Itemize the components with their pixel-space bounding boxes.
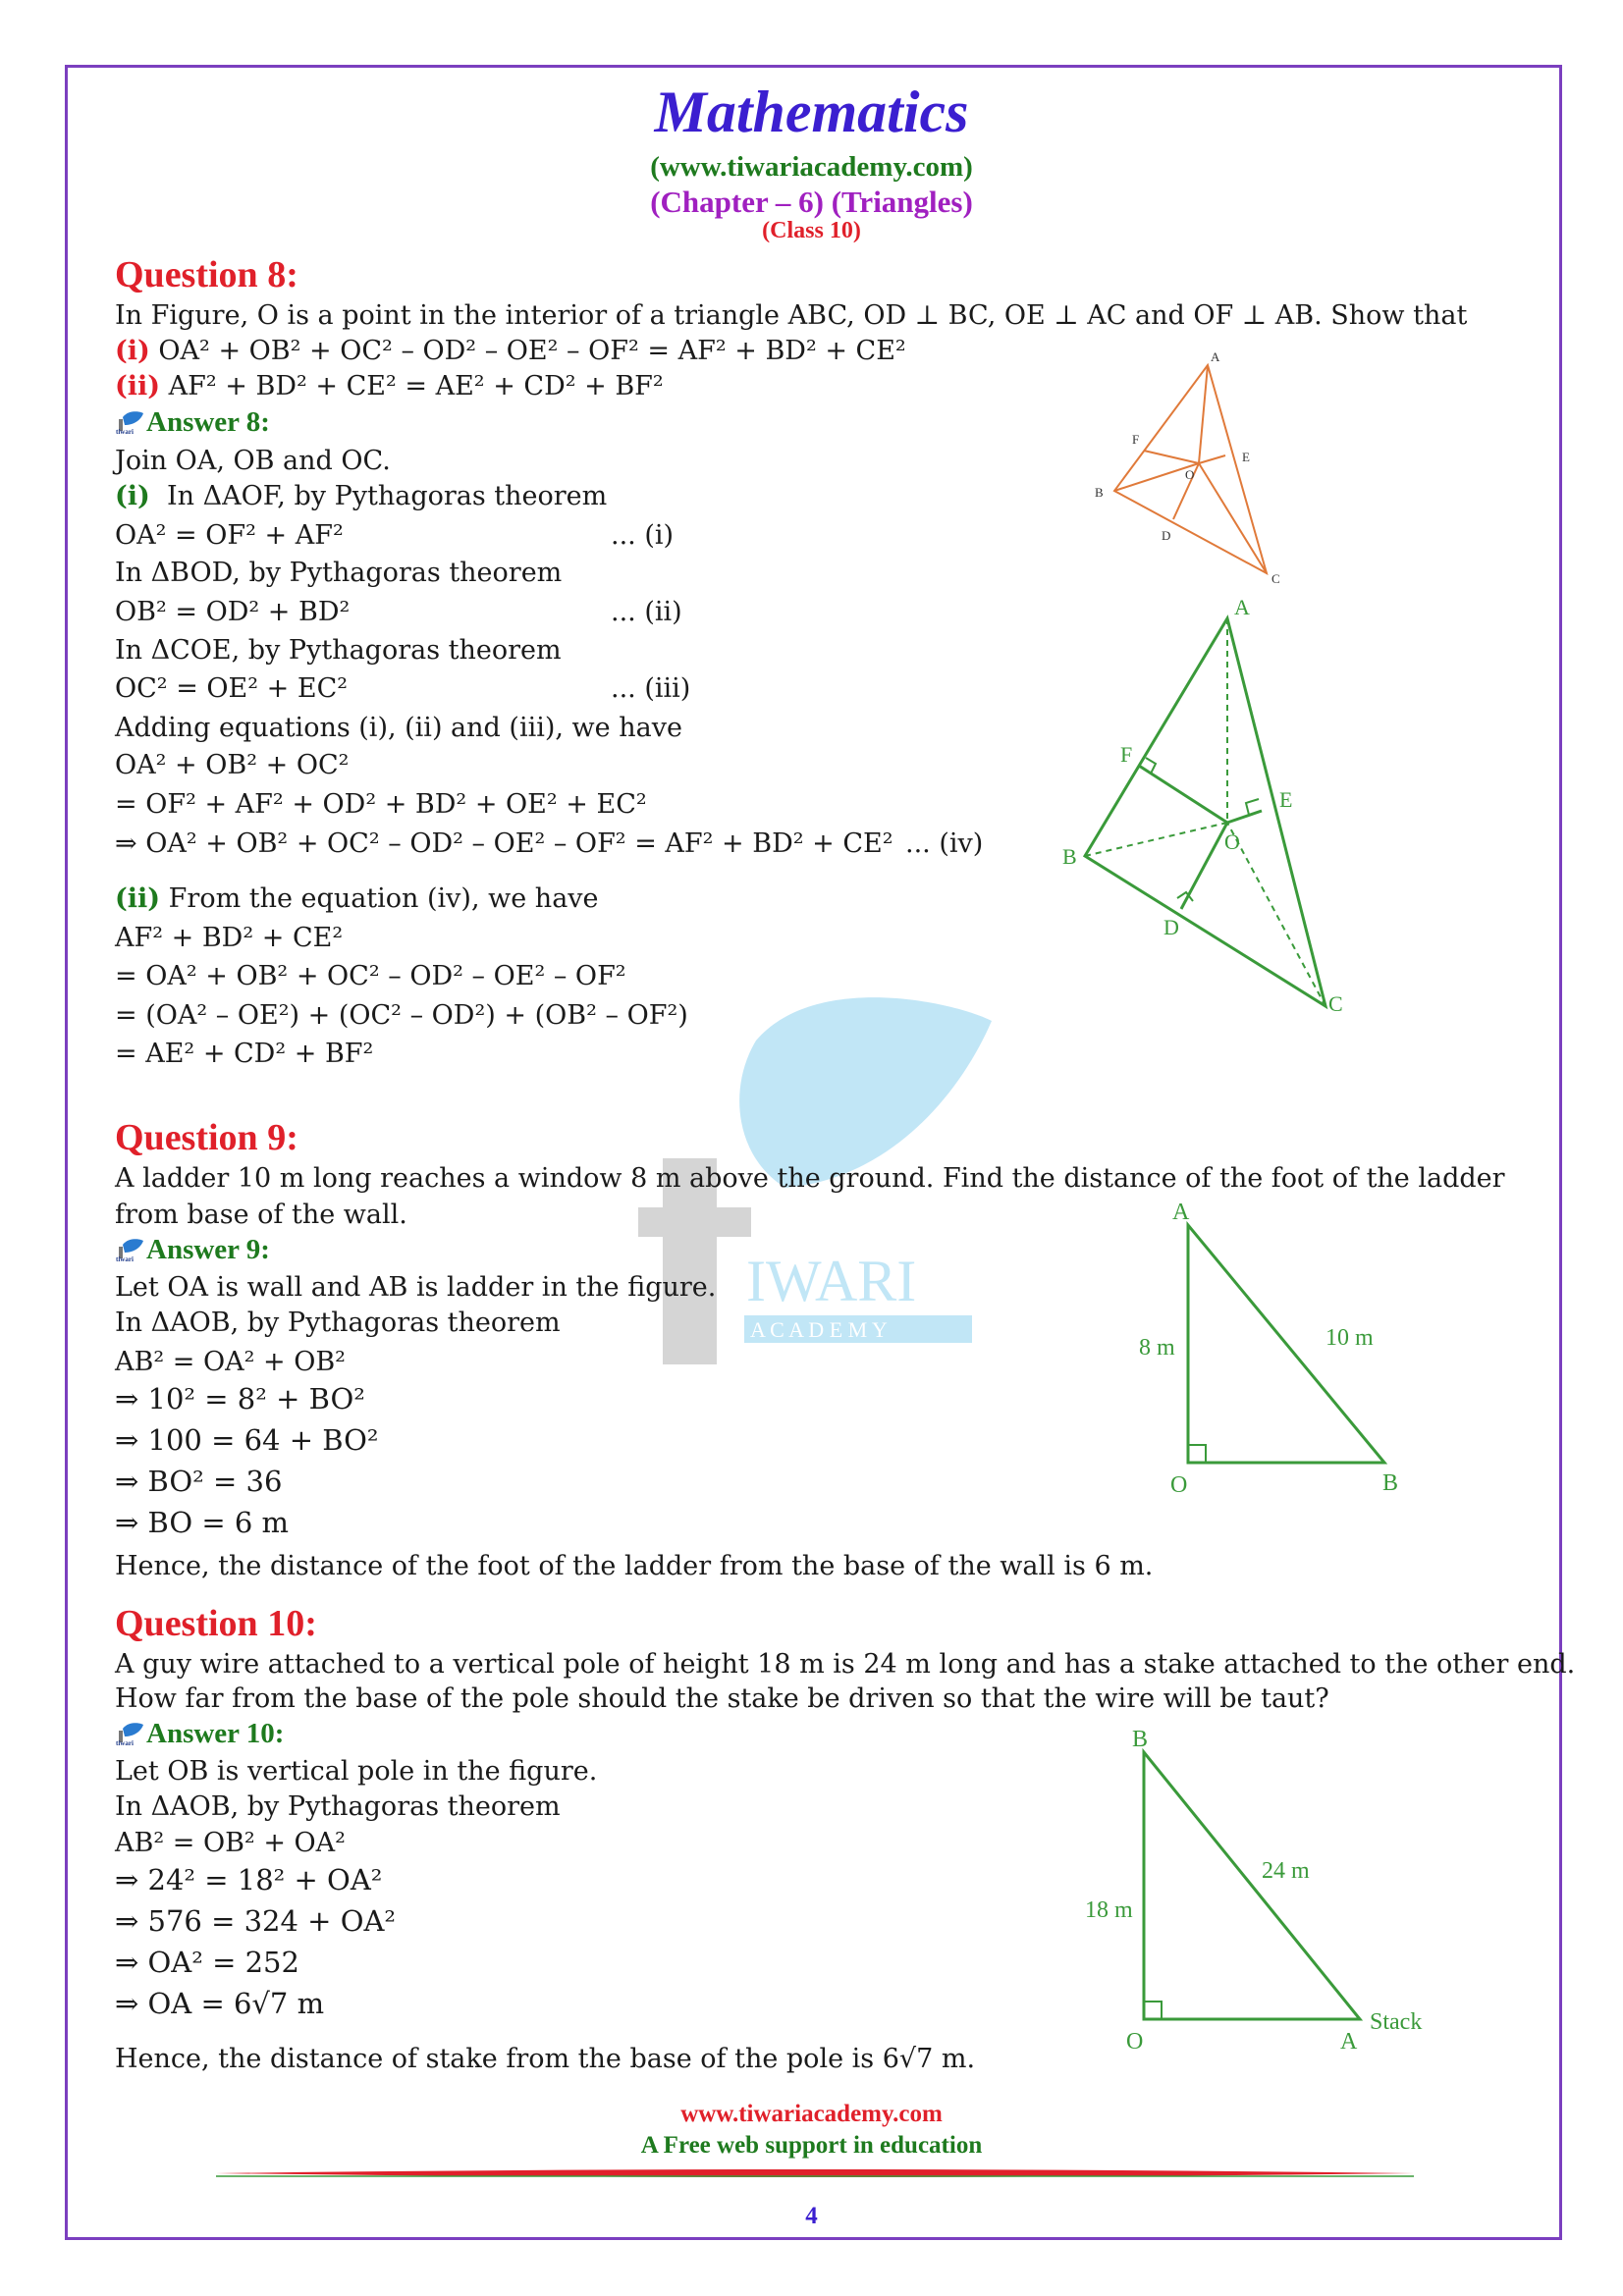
svg-text:18 m: 18 m bbox=[1085, 1897, 1133, 1923]
q10-heading: Question 10: bbox=[115, 1603, 317, 1644]
q8-line-2: OA² = OF² + AF² bbox=[115, 520, 344, 551]
q10-conclusion: Hence, the distance of stake from the base of the pole is 6√7 m. bbox=[115, 2044, 976, 2074]
svg-text:O: O bbox=[1170, 1472, 1188, 1498]
page-title: Mathematics bbox=[654, 80, 969, 144]
q8-line2-0: AF² + BD² + CE² bbox=[115, 923, 344, 953]
q8-line2-2: = (OA² – OE²) + (OC² – OD²) + (OB² – OF²) bbox=[115, 1000, 688, 1031]
q8-line-5: In ΔCOE, by Pythagoras theorem bbox=[115, 635, 562, 666]
svg-text:10 m: 10 m bbox=[1325, 1325, 1374, 1351]
svg-text:B: B bbox=[1132, 1727, 1149, 1752]
q8-line-8: OA² + OB² + OC² bbox=[115, 750, 350, 780]
tiwari-logo-icon bbox=[115, 409, 144, 435]
watermark-brand: IWARI bbox=[746, 1249, 917, 1313]
q8-line-4: OB² = OD² + BD² bbox=[115, 597, 351, 627]
q8-tag-iii: ... (iii) bbox=[611, 673, 691, 704]
q8-line2-3: = AE² + CD² + BF² bbox=[115, 1039, 374, 1069]
q9-math-2: ⇒ BO² = 36 bbox=[115, 1465, 283, 1498]
footer-divider bbox=[216, 2167, 1414, 2179]
svg-text:C: C bbox=[1271, 571, 1280, 586]
footer-site: www.tiwariacademy.com bbox=[680, 2101, 943, 2127]
q9-heading: Question 9: bbox=[115, 1117, 298, 1158]
svg-text:D: D bbox=[1163, 915, 1179, 939]
svg-text:tiwari: tiwari bbox=[116, 1739, 134, 1746]
q8-part-ii-answer: (ii) From the equation (iv), we have bbox=[115, 883, 599, 914]
q8-heading: Question 8: bbox=[115, 254, 298, 295]
svg-text:O: O bbox=[1185, 467, 1195, 482]
q9-conclusion: Hence, the distance of the foot of the ladder from the base of the wall is 6 m. bbox=[115, 1551, 1154, 1581]
header-site: (www.tiwariacademy.com) bbox=[650, 151, 973, 183]
svg-text:B: B bbox=[1062, 844, 1077, 869]
q8-line-7: Adding equations (i), (ii) and (iii), we have bbox=[115, 713, 682, 743]
tiwari-logo-icon bbox=[115, 1237, 144, 1262]
svg-text:B: B bbox=[1382, 1470, 1399, 1496]
header-class: (Class 10) bbox=[762, 218, 861, 243]
q8-line-1: (i) In ΔAOF, by Pythagoras theorem bbox=[115, 481, 608, 511]
svg-text:O: O bbox=[1224, 829, 1240, 854]
q9-line-1: In ΔAOB, by Pythagoras theorem bbox=[115, 1308, 561, 1338]
svg-text:B: B bbox=[1095, 485, 1104, 500]
q8-line2-1: = OA² + OB² + OC² – OD² – OE² – OF² bbox=[115, 961, 626, 991]
q8-tag-ii: ... (ii) bbox=[611, 597, 682, 627]
svg-text:A: A bbox=[1234, 595, 1250, 619]
q8-line-6: OC² = OE² + EC² bbox=[115, 673, 349, 704]
q9-figure bbox=[1129, 1198, 1424, 1502]
svg-text:8 m: 8 m bbox=[1139, 1335, 1175, 1361]
q8-answer-heading: tiwari Answer 8: bbox=[116, 406, 270, 438]
svg-text:F: F bbox=[1132, 432, 1140, 447]
q8-figure-large bbox=[1055, 589, 1370, 1021]
header-chapter: (Chapter – 6) (Triangles) bbox=[650, 185, 973, 219]
svg-text:D: D bbox=[1162, 528, 1171, 543]
svg-text:E: E bbox=[1279, 787, 1293, 812]
svg-text:O: O bbox=[1126, 2029, 1144, 2055]
watermark-sub: A C A D E M Y bbox=[750, 1317, 888, 1342]
q8-line-0: Join OA, OB and OC. bbox=[115, 446, 391, 476]
q10-line-2: AB² = OB² + OA² bbox=[115, 1828, 346, 1858]
svg-text:C: C bbox=[1328, 991, 1343, 1016]
svg-text:Stack: Stack bbox=[1370, 2009, 1423, 2035]
q10-line-1: In ΔAOB, by Pythagoras theorem bbox=[115, 1791, 561, 1822]
q10-math-0: ⇒ 24² = 18² + OA² bbox=[115, 1863, 383, 1896]
q8-line-10: ⇒ OA² + OB² + OC² – OD² – OE² – OF² = AF² + BD² + CE² bbox=[115, 828, 893, 859]
svg-text:24 m: 24 m bbox=[1262, 1858, 1310, 1884]
q8-figure-small bbox=[1085, 346, 1301, 591]
q8-tag-iv: ... (iv) bbox=[905, 828, 984, 859]
svg-text:tiwari: tiwari bbox=[116, 1255, 134, 1262]
q9-math-3: ⇒ BO = 6 m bbox=[115, 1506, 290, 1539]
q9-statement-1: A ladder 10 m long reaches a window 8 m above the ground. Find the distance of the foot of the ladder bbox=[115, 1163, 1505, 1194]
q8-part-i: (i) OA² + OB² + OC² – OD² – OE² – OF² = AF² + BD² + CE² bbox=[115, 336, 906, 366]
svg-text:A: A bbox=[1172, 1200, 1190, 1225]
q8-line-3: In ΔBOD, by Pythagoras theorem bbox=[115, 558, 563, 588]
q10-math-2: ⇒ OA² = 252 bbox=[115, 1946, 299, 1979]
svg-text:tiwari: tiwari bbox=[116, 428, 134, 435]
q9-math-1: ⇒ 100 = 64 + BO² bbox=[115, 1423, 379, 1457]
q8-line-9: = OF² + AF² + OD² + BD² + OE² + EC² bbox=[115, 789, 647, 820]
q9-math-0: ⇒ 10² = 8² + BO² bbox=[115, 1382, 365, 1415]
q10-line-0: Let OB is vertical pole in the figure. bbox=[115, 1756, 598, 1787]
q10-math-3: ⇒ OA = 6√7 m bbox=[115, 1987, 325, 2020]
q9-statement-2: from base of the wall. bbox=[115, 1200, 407, 1230]
tiwari-logo-icon bbox=[115, 1721, 144, 1746]
svg-text:E: E bbox=[1242, 450, 1250, 464]
q10-figure bbox=[1075, 1723, 1448, 2076]
q8-tag-i: ... (i) bbox=[611, 520, 675, 551]
q8-part-ii: (ii) AF² + BD² + CE² = AE² + CD² + BF² bbox=[115, 371, 664, 401]
svg-text:A: A bbox=[1340, 2029, 1358, 2055]
q10-math-1: ⇒ 576 = 324 + OA² bbox=[115, 1904, 397, 1938]
page-number: 4 bbox=[805, 2203, 818, 2229]
svg-text:A: A bbox=[1211, 349, 1220, 364]
q8-statement: In Figure, O is a point in the interior of a triangle ABC, OD ⊥ BC, OE ⊥ AC and OF ⊥ AB. Show that bbox=[115, 300, 1468, 331]
svg-text:F: F bbox=[1120, 742, 1133, 767]
q9-answer-heading: tiwari Answer 9: bbox=[116, 1234, 270, 1265]
q9-line-0: Let OA is wall and AB is ladder in the figure. bbox=[115, 1272, 717, 1303]
q9-line-2: AB² = OA² + OB² bbox=[115, 1347, 346, 1377]
q10-answer-heading: tiwari Answer 10: bbox=[116, 1718, 285, 1749]
q10-statement-1: A guy wire attached to a vertical pole of height 18 m is 24 m long and has a stake attached to the other end. bbox=[115, 1649, 1576, 1680]
footer-tagline: A Free web support in education bbox=[640, 2132, 983, 2159]
q10-statement-2: How far from the base of the pole should the stake be driven so that the wire will be taut? bbox=[115, 1683, 1329, 1714]
